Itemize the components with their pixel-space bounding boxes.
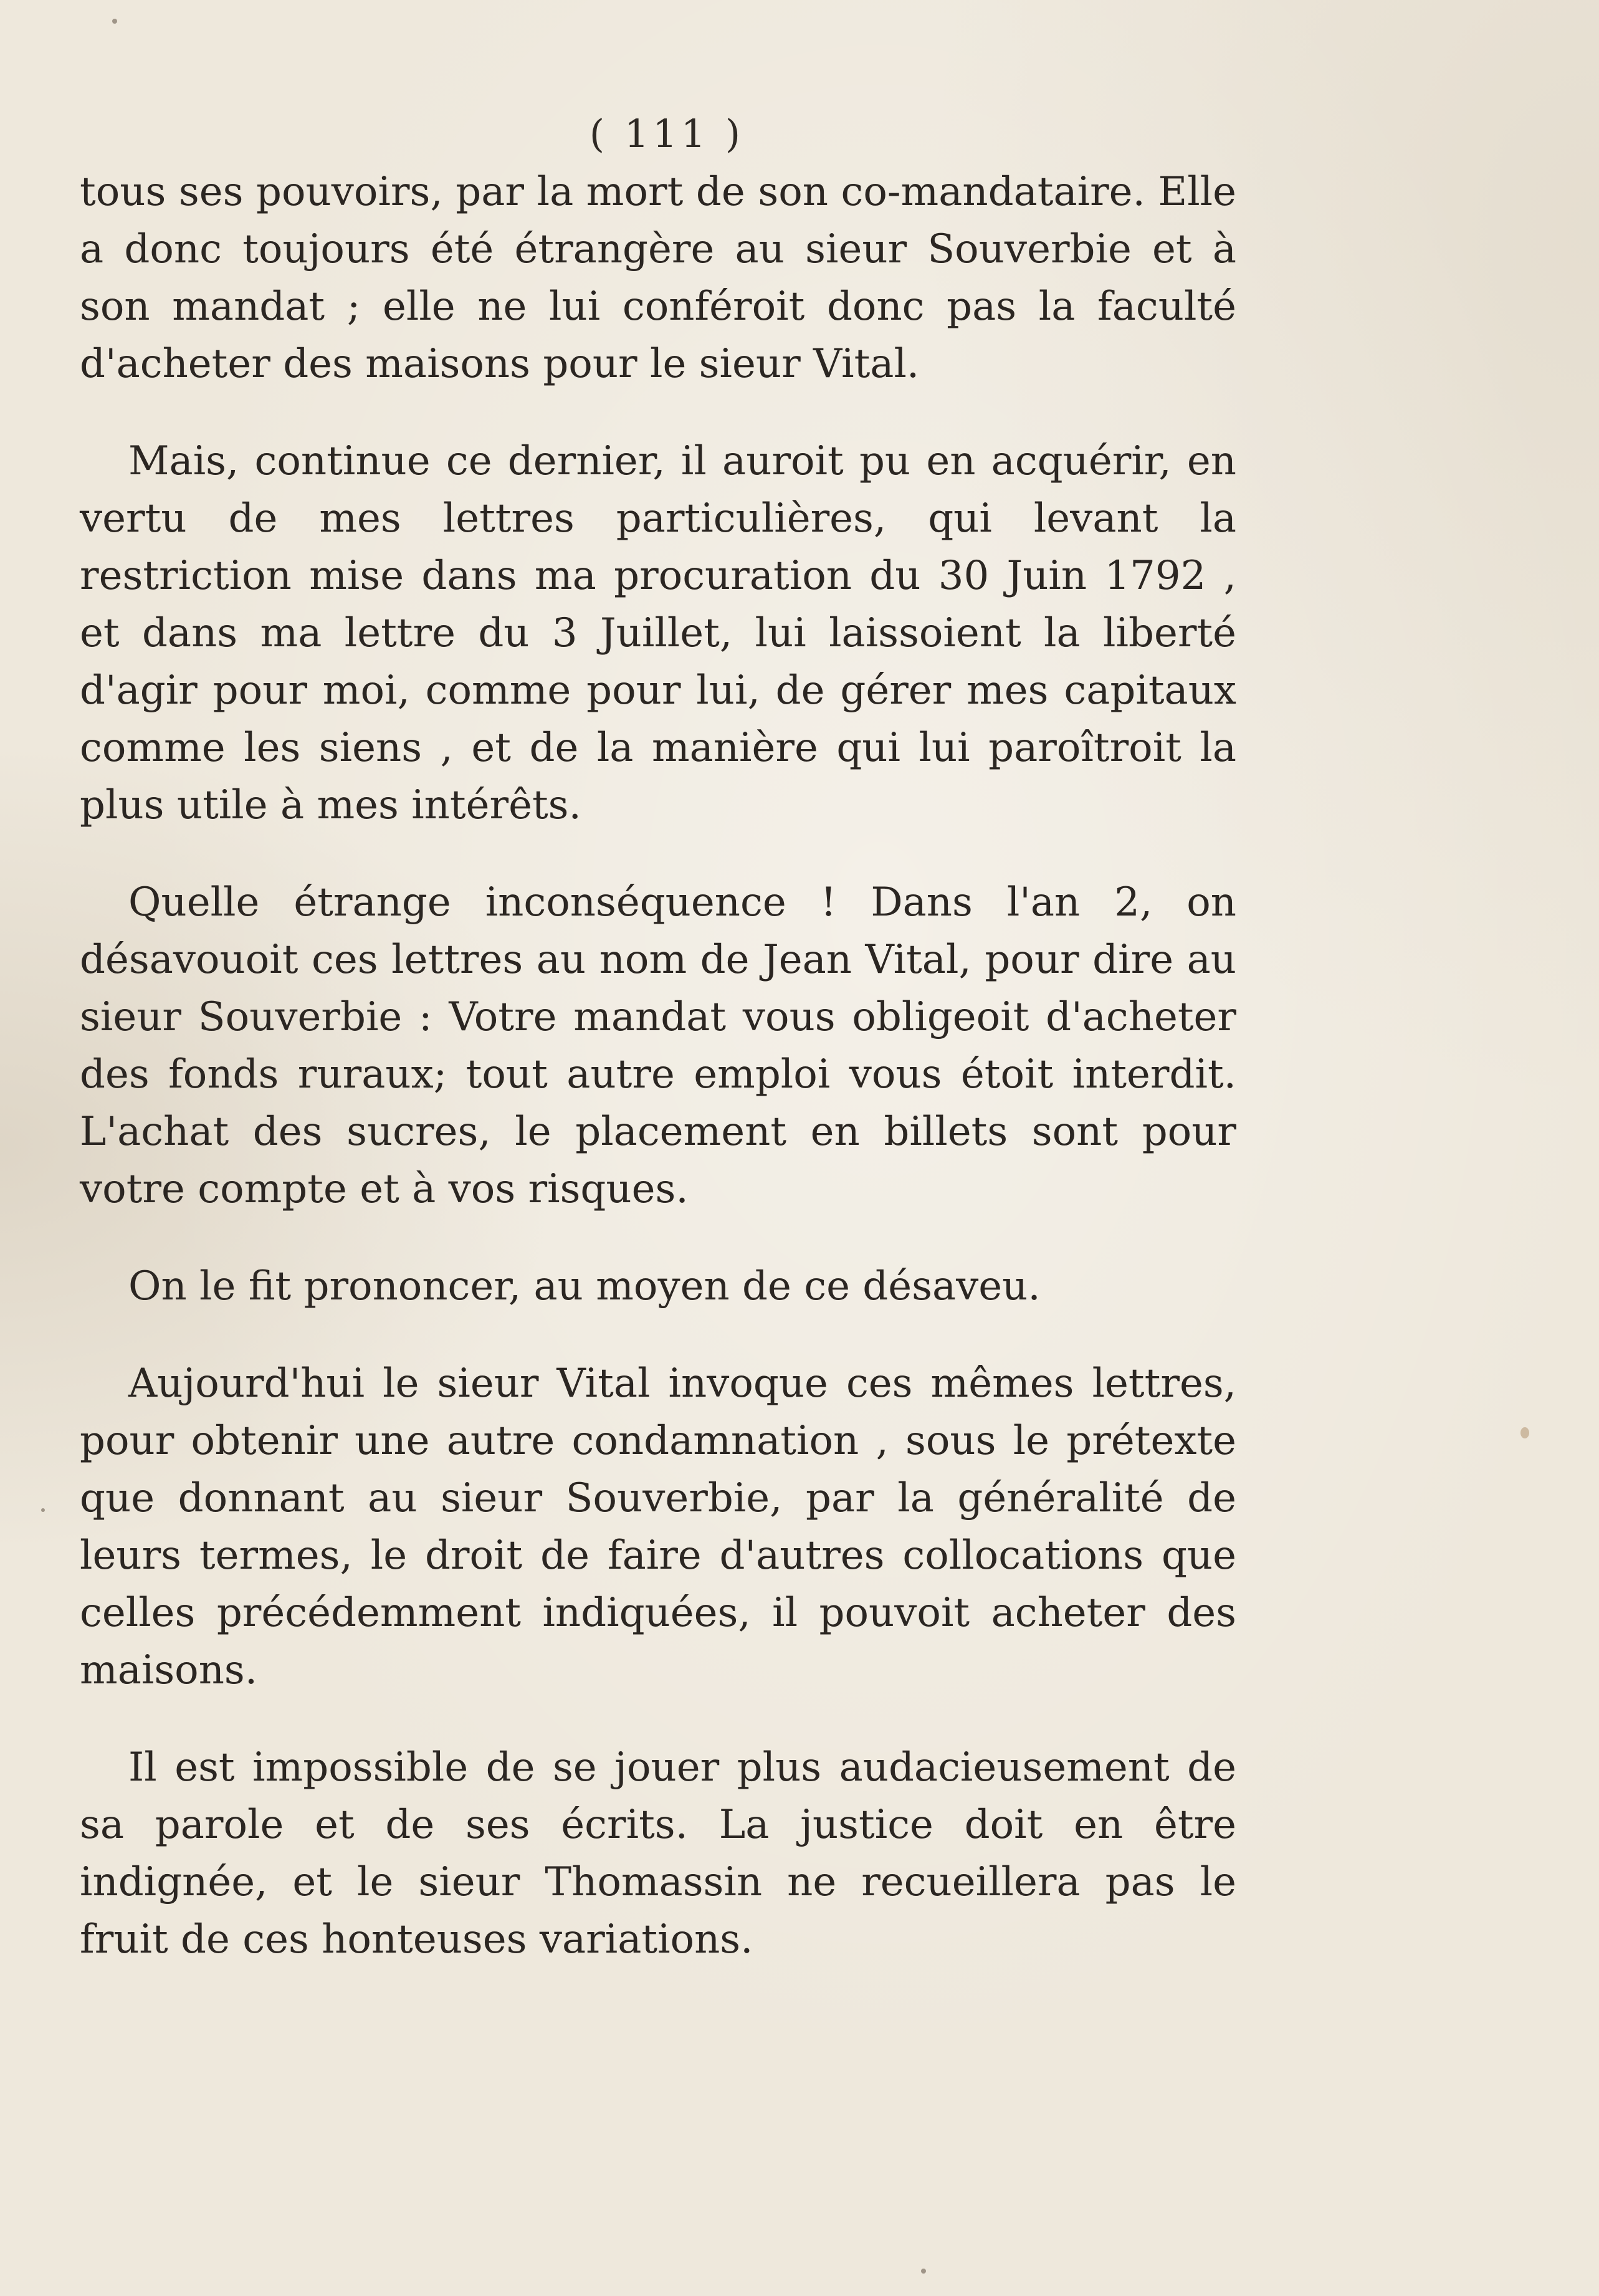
body-text [80,163,1236,2008]
paper-speck [921,2269,926,2274]
paragraph-5: Aujourd'hui le sieur Vital invoque ces mêmes lettres, pour obtenir une autre condamnation , sous le prétexte que donnant au sieur Souverbie, par la généralité de leurs termes, le droit de faire d'autres collocations que celles précédemment indiquées, il pouvoit acheter des maisons. [80,1361,1236,1693]
paragraph-4: On le fit prononcer, au moyen de ce désaveu. [128,1263,1041,1309]
paragraph-1: tous ses pouvoirs, par la mort de son co-mandataire. Elle a donc toujours été étrangère au sieur Souverbie et à son mandat ; elle ne lui conféroit donc pas la faculté d'acheter des maisons pour le sieur Vital. [80,169,1236,387]
paper-speck [1520,1427,1529,1438]
paragraph-2: Mais, continue ce dernier, il auroit pu en acquérir, en vertu de mes lettres particulières, qui levant la restriction mise dans ma procuration du 30 Juin 1792 , et dans ma lettre du 3 Juillet, lui laissoient la liberté d'agir pour moi, comme pour lui, de gérer mes capitaux comme les siens , et de la manière qui lui paroîtroit la plus utile à mes intérêts. [80,438,1236,828]
paragraph-6: Il est impossible de se jouer plus audacieusement de sa parole et de ses écrits. La justice doit en être indignée, et le sieur Thomassin ne recueillera pas le fruit de ces honteuses variations. [80,1744,1236,1963]
paper-speck [112,19,117,24]
paragraph-3: Quelle étrange inconséquence ! Dans l'an 2, on désavouoit ces lettres au nom de Jean Vital, pour dire au sieur Souverbie : Votre mandat vous obligeoit d'acheter des fonds ruraux; tout autre emploi vous étoit interdit. L'achat des sucres, le placement en billets sont pour votre compte et à vos risques. [80,879,1236,1212]
page-number: ( 111 ) [589,111,745,156]
paper-speck [41,1508,45,1512]
